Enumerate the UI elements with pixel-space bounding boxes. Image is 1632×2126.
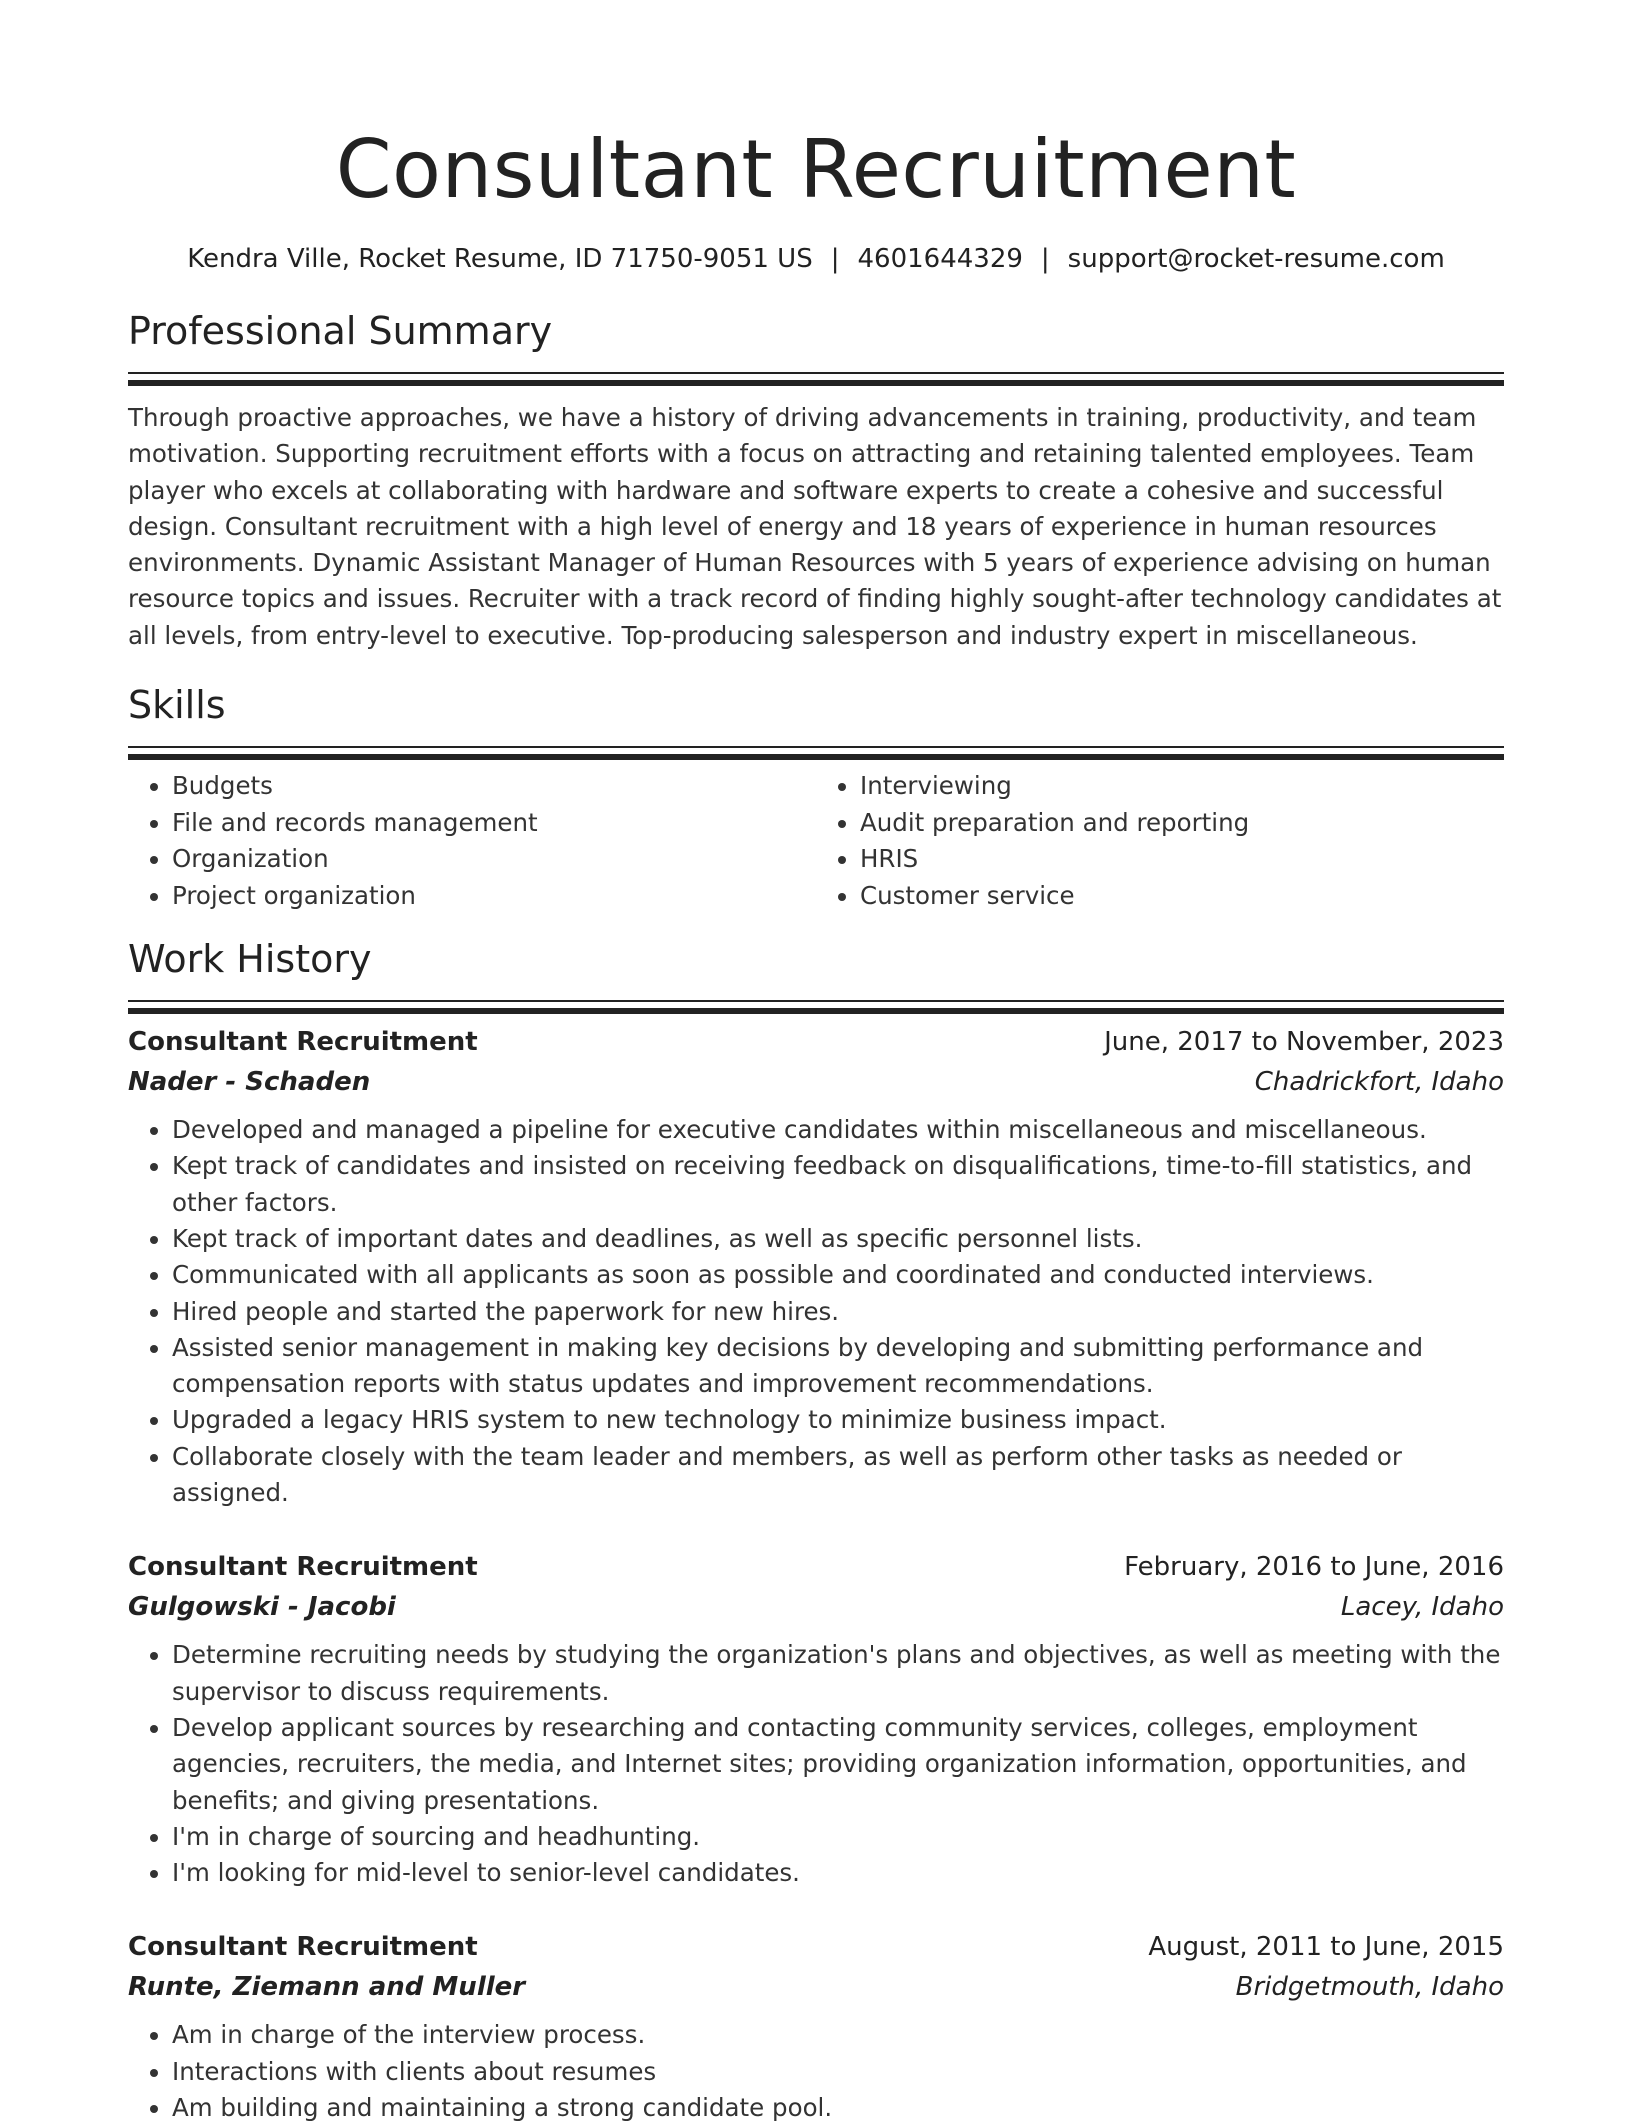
job-header-row (128, 1022, 1504, 1062)
job-bullet: • I'm in charge of sourcing and headhunting. (172, 1819, 1504, 1855)
job-bullet: • Determine recruiting needs by studying the organization's plans and objectives, as well as meeting with the supervisor to discuss requirements. (172, 1637, 1504, 1710)
job-title: Consultant Recruitment (128, 1552, 478, 1583)
job-entry (128, 1547, 1504, 1891)
job-company: Gulgowski - Jacobi (128, 1592, 396, 1623)
skill-item: • Audit preparation and reporting (860, 805, 1504, 842)
job-location: Chadrickfort, Idaho (1254, 1067, 1504, 1098)
job-entry (128, 1927, 1504, 2126)
section-title-summary: Professional Summary (128, 309, 553, 353)
skill-item: • Interviewing (860, 768, 1504, 805)
section-title-work-history: Work History (128, 937, 372, 982)
contact-email[interactable]: support@rocket-resume.com (1067, 244, 1445, 274)
job-dates: August, 2011 to June, 2015 (1148, 1932, 1504, 1963)
job-bullet: • Develop applicant sources by researching and contacting community services, colleges, employment agencies, recruiters, the media, and Internet sites; providing organization information, opportunities, and benefits; and giving presentations. (172, 1710, 1504, 1819)
job-dates: June, 2017 to November, 2023 (1104, 1027, 1504, 1058)
section-divider (128, 1000, 1504, 1002)
job-dates: February, 2016 to June, 2016 (1124, 1552, 1504, 1583)
job-bullet: • Communicated with all applicants as soon as possible and coordinated and conducted interviews. (172, 1257, 1504, 1293)
job-bullets (128, 1112, 1504, 1511)
job-header-row (128, 1927, 1504, 1967)
job-bullet: • Kept track of important dates and deadlines, as well as specific personnel lists. (172, 1221, 1504, 1257)
section-divider (128, 372, 1504, 374)
job-entry (128, 1022, 1504, 1511)
work-history-section (128, 934, 1504, 2126)
skill-item: • Budgets (172, 768, 816, 805)
job-bullets (128, 2017, 1504, 2126)
summary-text: Through proactive approaches, we have a history of driving advancements in training, productivity, and team motivation. Supporting recruitment efforts with a focus on attracting and retaining talented employees. Team player who excels at collaborating with hardware and software experts to create a cohesive and successful design. Consultant recruitment with a high level of energy and 18 years of experience in human resources environments. Dynamic Assistant Manager of Human Resources with 5 years of experience advising on human resource topics and issues. Recruiter with a track record of finding highly sought-after technology candidates at all levels, from entry-level to executive. Top-producing salesperson and industry expert in miscellaneous. (128, 403, 1502, 650)
job-bullet: • Kept track of candidates and insisted on receiving feedback on disqualifications, time-to-fill statistics, and other factors. (172, 1148, 1504, 1221)
section-divider (128, 746, 1504, 748)
job-location: Bridgetmouth, Idaho (1235, 1972, 1504, 2003)
job-location: Lacey, Idaho (1340, 1592, 1504, 1623)
contact-phone[interactable]: 4601644329 (857, 244, 1023, 274)
skill-item: • Project organization (172, 878, 816, 915)
job-bullets (128, 1637, 1504, 1891)
job-title: Consultant Recruitment (128, 1027, 478, 1058)
skill-item: • HRIS (860, 841, 1504, 878)
professional-summary-section (128, 306, 1504, 654)
job-bullet: • Developed and managed a pipeline for executive candidates within miscellaneous and miscellaneous. (172, 1112, 1504, 1148)
job-company-row (128, 1967, 1504, 2007)
job-company-row (128, 1587, 1504, 1627)
job-company: Nader - Schaden (128, 1067, 371, 1098)
contact-line (128, 242, 1504, 276)
resume-name: Consultant Recruitment (335, 123, 1297, 216)
skill-item: • Organization (172, 841, 816, 878)
skills-section (128, 680, 1504, 914)
skills-column-left (128, 768, 816, 914)
skills-grid (128, 768, 1504, 914)
contact-separator: | (830, 244, 840, 274)
job-bullet: • Hired people and started the paperwork for new hires. (172, 1294, 1504, 1330)
job-bullet: • Am in charge of the interview process. (172, 2017, 1504, 2053)
contact-separator: | (1040, 244, 1050, 274)
job-bullet: • Assisted senior management in making key decisions by developing and submitting performance and compensation reports with status updates and improvement recommendations. (172, 1330, 1504, 1403)
skill-item: • File and records management (172, 805, 816, 842)
skills-column-right (816, 768, 1504, 914)
contact-address: Kendra Ville, Rocket Resume, ID 71750-9051 US (187, 244, 813, 274)
skill-item: • Customer service (860, 878, 1504, 915)
job-bullet: • Collaborate closely with the team leader and members, as well as perform other tasks as needed or assigned. (172, 1439, 1504, 1512)
job-title: Consultant Recruitment (128, 1932, 478, 1963)
job-bullet: • I'm looking for mid-level to senior-level candidates. (172, 1855, 1504, 1891)
job-company: Runte, Ziemann and Muller (128, 1972, 526, 2003)
job-company-row (128, 1062, 1504, 1102)
job-bullet: • Am building and maintaining a strong candidate pool. (172, 2090, 1504, 2126)
section-title-skills: Skills (128, 683, 226, 728)
job-bullet: • Interactions with clients about resumes (172, 2054, 1504, 2090)
job-bullet: • Upgraded a legacy HRIS system to new technology to minimize business impact. (172, 1402, 1504, 1438)
job-header-row (128, 1547, 1504, 1587)
